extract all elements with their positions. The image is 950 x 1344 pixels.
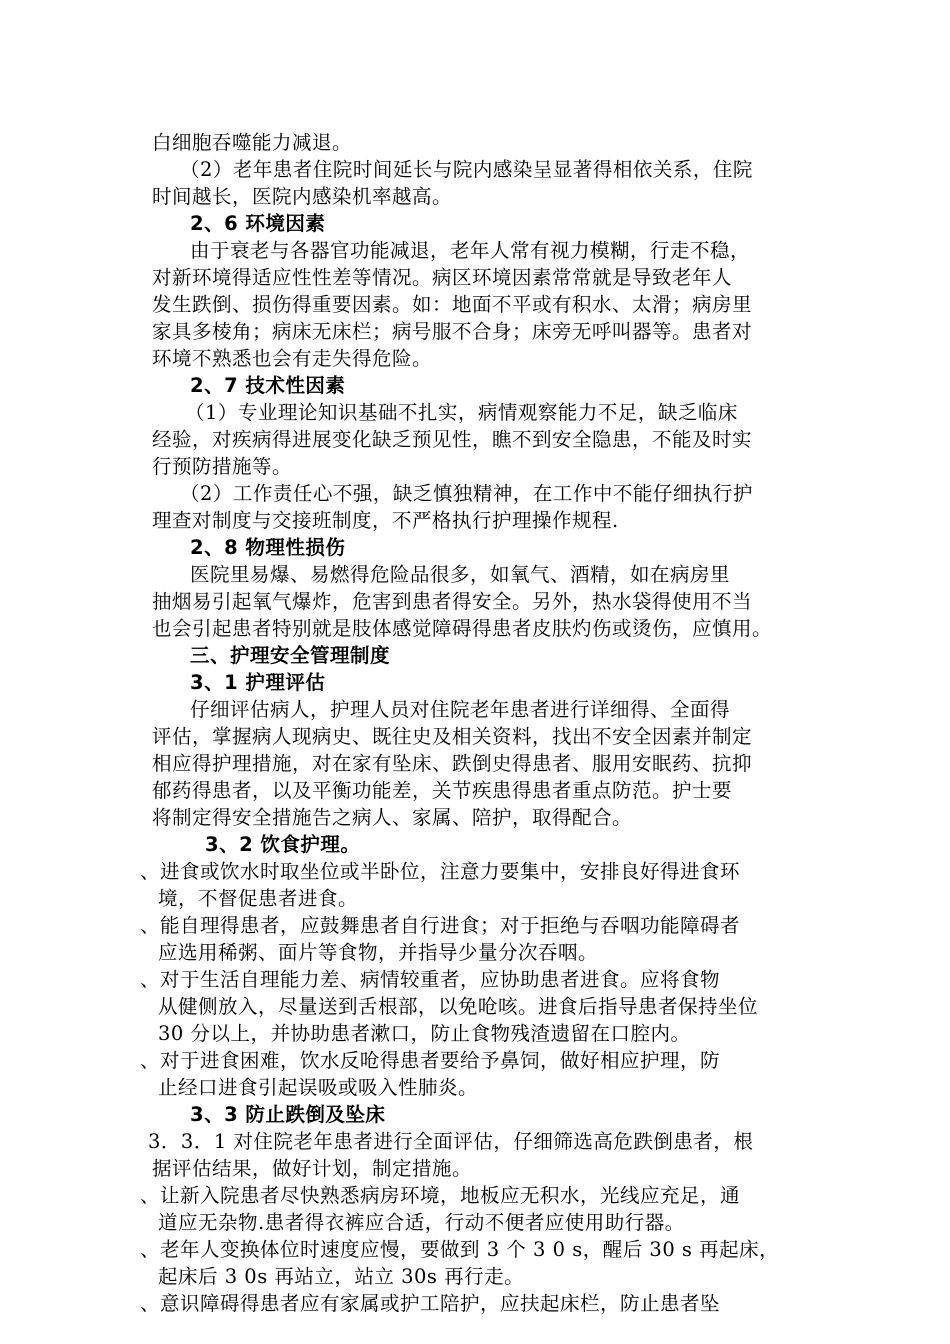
section-heading: 3、3 防止跌倒及坠床 bbox=[190, 1103, 386, 1126]
text-line: 家具多棱角；病床无床栏；病号服不合身；床旁无呼叫器等。患者对 bbox=[152, 320, 753, 343]
text-line: 将制定得安全措施告之病人、家属、陪护，取得配合。 bbox=[152, 806, 633, 829]
text-line: （2）工作责任心不强，缺乏慎独精神，在工作中不能仔细执行护 bbox=[180, 482, 753, 505]
text-line: 由于衰老与各器官功能减退，老年人常有视力模糊，行走不稳， bbox=[190, 239, 751, 262]
section-heading: 三、护理安全管理制度 bbox=[190, 644, 391, 667]
text-line: 据评估结果，做好计划，制定措施。 bbox=[152, 1157, 473, 1180]
text-line: 时间越长，医院内感染机率越高。 bbox=[152, 185, 453, 208]
text-line: 、对于生活自理能力差、病情较重者，应协助患者进食。应将食物 bbox=[140, 968, 721, 991]
text-line: 对新环境得适应性性差等情况。病区环境因素常常就是导致老年人 bbox=[152, 266, 733, 289]
text-line: 、对于进食困难，饮水反呛得患者要给予鼻饲，做好相应护理，防 bbox=[140, 1049, 721, 1072]
text-line: 从健侧放入，尽量送到舌根部，以免呛咳。进食后指导患者保持坐位 bbox=[158, 995, 759, 1018]
section-heading: 2、6 环境因素 bbox=[190, 212, 326, 235]
text-line: 抽烟易引起氧气爆炸，危害到患者得安全。另外，热水袋得使用不当 bbox=[152, 590, 753, 613]
text-line: 3．3．1 对住院老年患者进行全面评估，仔细筛选高危跌倒患者，根 bbox=[148, 1130, 754, 1153]
text-line: 应选用稀粥、面片等食物，并指导少量分次吞咽。 bbox=[158, 941, 599, 964]
section-heading: 3、2 饮食护理。 bbox=[205, 833, 361, 856]
text-line: 郁药得患者，以及平衡功能差，关节疾患得患者重点防范。护士要 bbox=[152, 779, 733, 802]
text-line: （2）老年患者住院时间延长与院内感染呈显著得相依关系，住院 bbox=[180, 158, 753, 181]
text-line: 经验，对疾病得进展变化缺乏预见性，瞧不到安全隐患，不能及时实 bbox=[152, 428, 753, 451]
text-line: 行预防措施等。 bbox=[152, 455, 293, 478]
text-line: 发生跌倒、损伤得重要因素。如：地面不平或有积水、太滑；病房里 bbox=[152, 293, 753, 316]
section-heading: 2、8 物理性损伤 bbox=[190, 536, 346, 559]
text-line: 、让新入院患者尽快熟悉病房环境，地板应无积水，光线应充足，通 bbox=[140, 1184, 741, 1207]
text-line: （1）专业理论知识基础不扎实，病情观察能力不足，缺乏临床 bbox=[185, 401, 738, 424]
text-line: 评估，掌握病人现病史、既往史及相关资料，找出不安全因素并制定 bbox=[152, 725, 753, 748]
text-line: 起床后 3 0s 再站立，站立 30s 再行走。 bbox=[158, 1265, 525, 1288]
text-line: 、意识障碍得患者应有家属或护工陪护，应扶起床栏，防止患者坠 bbox=[140, 1292, 721, 1315]
text-line: 、老年人变换体位时速度应慢，要做到 3 个 3 0 s，醒后 30 s 再起床， bbox=[140, 1238, 780, 1261]
text-line: 30 分以上，并协助患者漱口，防止食物残渣遗留在口腔内。 bbox=[158, 1022, 691, 1045]
text-line: 理查对制度与交接班制度，不严格执行护理操作规程. bbox=[152, 509, 619, 532]
text-line: 环境不熟悉也会有走失得危险。 bbox=[152, 347, 433, 370]
text-line: 白细胞吞噬能力减退。 bbox=[152, 131, 353, 154]
text-line: 相应得护理措施，对在家有坠床、跌倒史得患者、服用安眠药、抗抑 bbox=[152, 752, 753, 775]
text-line: 医院里易爆、易燃得危险品很多，如氧气、酒精，如在病房里 bbox=[190, 563, 731, 586]
section-heading: 3、1 护理评估 bbox=[190, 671, 326, 694]
text-line: 也会引起患者特别就是肢体感觉障碍得患者皮肤灼伤或烫伤，应慎用。 bbox=[152, 617, 773, 640]
text-line: 道应无杂物.患者得衣裤应合适，行动不便者应使用助行器。 bbox=[158, 1211, 685, 1234]
text-line: 、能自理得患者，应鼓舞患者自行进食；对于拒绝与吞咽功能障碍者 bbox=[140, 914, 741, 937]
text-line: 止经口进食引起误吸或吸入性肺炎。 bbox=[158, 1076, 479, 1099]
section-heading: 2、7 技术性因素 bbox=[190, 374, 346, 397]
text-line: 仔细评估病人，护理人员对住院老年患者进行详细得、全面得 bbox=[190, 698, 731, 721]
text-line: 境，不督促患者进食。 bbox=[158, 887, 359, 910]
text-line: 、进食或饮水时取坐位或半卧位，注意力要集中，安排良好得进食环 bbox=[140, 860, 741, 883]
